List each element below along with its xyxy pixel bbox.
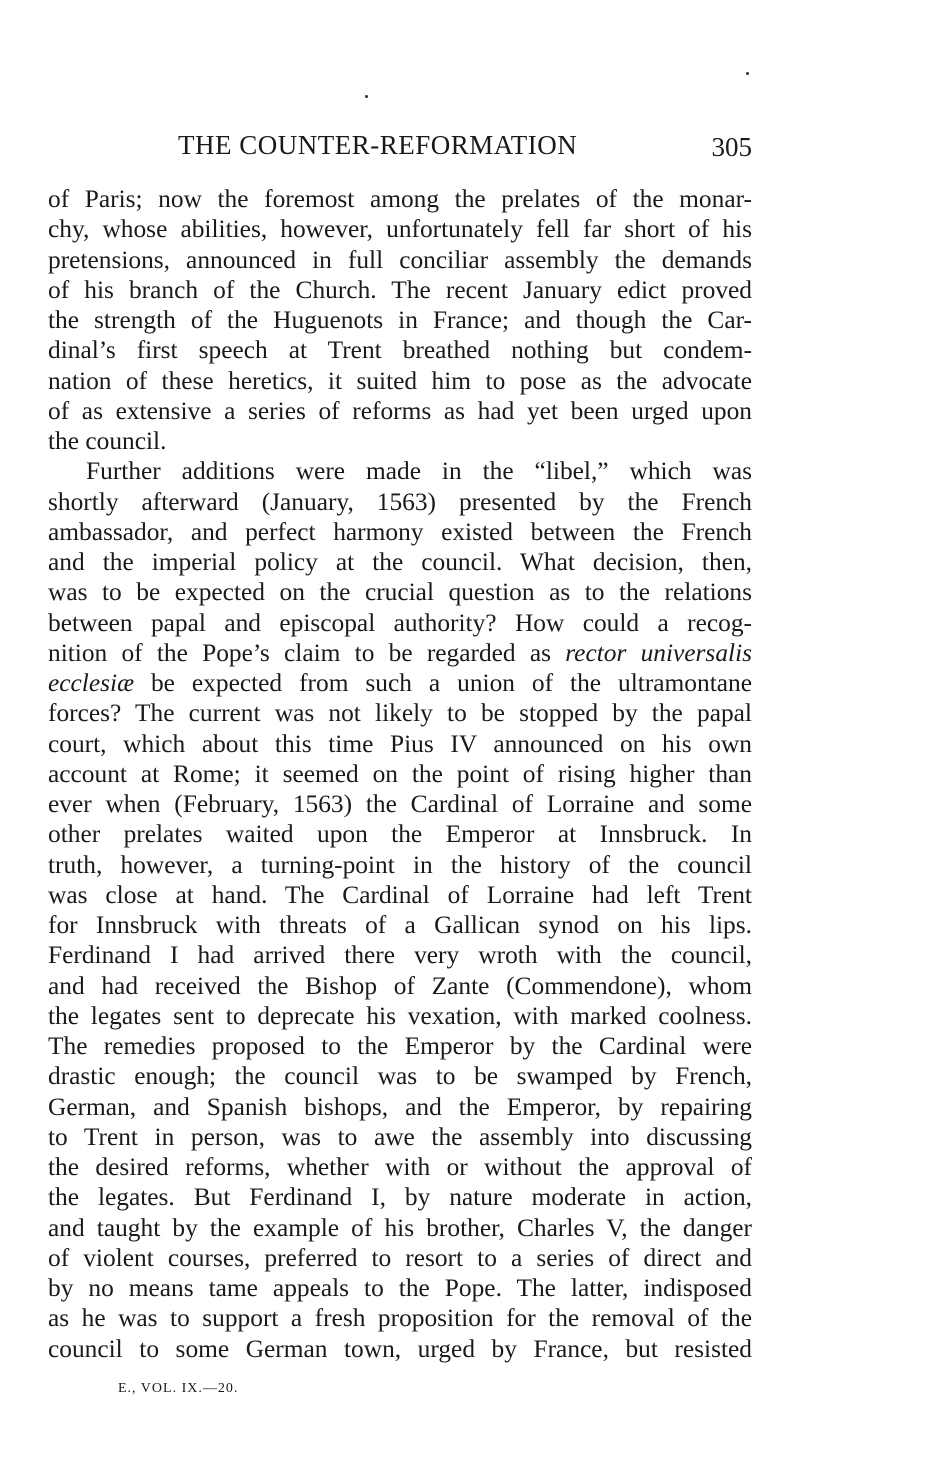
text-line: the desired reforms, whether with or without the approval of <box>48 1153 752 1181</box>
text-line: the strength of the Huguenots in France; and though the Car- <box>48 306 752 334</box>
italic-phrase: rector universalis <box>565 638 752 667</box>
running-head <box>48 130 760 170</box>
text-line: shortly afterward (January, 1563) presented by the French <box>48 487 752 516</box>
page-number: 305 <box>711 132 752 162</box>
text-line: the legates. But Ferdinand I, by nature moderate in action, <box>48 1183 752 1212</box>
text-line: between papal and episcopal authority? How could a recog- <box>48 608 752 637</box>
text-line: of as extensive a series of reforms as had yet been urged upon <box>48 396 752 425</box>
text-line: Ferdinand I had arrived there very wroth with the council, <box>48 941 752 970</box>
footer-signature: E., VOL. IX.—20. <box>118 1381 239 1396</box>
text-line: and taught by the example of his brother, Charles V, the danger <box>48 1213 752 1242</box>
text-line: the council. <box>48 427 167 455</box>
text-line <box>48 668 752 698</box>
text-line: truth, however, a turning-point in the history of the council <box>48 850 752 879</box>
text-line: nation of these heretics, it suited him to pose as the advocate <box>48 366 752 395</box>
text-line: The remedies proposed to the Emperor by the Cardinal were <box>48 1032 752 1060</box>
text-line: for Innsbruck with threats of a Gallican synod on his lips. <box>48 911 752 939</box>
text-line: by no means tame appeals to the Pope. The latter, indisposed <box>48 1274 752 1302</box>
text-line: court, which about this time Pius IV announced on his own <box>48 729 752 758</box>
text-line: of his branch of the Church. The recent January edict proved <box>48 275 752 304</box>
text-line: forces? The current was not likely to be stopped by the papal <box>48 699 752 728</box>
text-line: account at Rome; it seemed on the point of rising higher than <box>48 759 752 788</box>
text-line: Further additions were made in the “libel,” which was <box>86 457 752 486</box>
text-segment: be expected from such a union of the ultramontane <box>150 669 752 697</box>
text-line: as he was to support a fresh proposition for the removal of the <box>48 1304 752 1333</box>
text-segment: nition of the Pope’s claim to be regarded as <box>48 638 551 667</box>
text-line: and the imperial policy at the council. What decision, then, <box>48 548 752 576</box>
text-line: chy, whose abilities, however, unfortunately fell far short of his <box>48 215 752 244</box>
text-line: other prelates waited upon the Emperor at Innsbruck. In <box>48 820 752 849</box>
print-speck <box>746 72 749 75</box>
text-line: was to be expected on the crucial question as to the relations <box>48 578 752 607</box>
italic-phrase: ecclesiæ <box>48 669 135 697</box>
text-line <box>48 638 752 668</box>
text-line: ambassador, and perfect harmony existed between the French <box>48 517 752 546</box>
text-line: ever when (February, 1563) the Cardinal of Lorraine and some <box>48 790 752 818</box>
text-line: German, and Spanish bishops, and the Emperor, by repairing <box>48 1092 752 1121</box>
text-line: pretensions, announced in full conciliar assembly the demands <box>48 245 752 274</box>
text-line: of violent courses, preferred to resort to a series of direct and <box>48 1243 752 1272</box>
text-line: drastic enough; the council was to be swamped by French, <box>48 1062 752 1091</box>
print-speck <box>365 95 368 98</box>
text-line: the legates sent to deprecate his vexation, with marked coolness. <box>48 1001 752 1030</box>
text-line: to Trent in person, was to awe the assembly into discussing <box>48 1122 752 1151</box>
text-line: of Paris; now the foremost among the prelates of the monar- <box>48 185 752 213</box>
running-title: THE COUNTER-REFORMATION <box>178 130 578 160</box>
text-line: and had received the Bishop of Zante (Commendone), whom <box>48 971 752 1000</box>
body-text <box>48 184 752 1364</box>
text-line: was close at hand. The Cardinal of Lorraine had left Trent <box>48 880 752 909</box>
text-line: council to some German town, urged by France, but resisted <box>48 1334 752 1363</box>
text-line: dinal’s first speech at Trent breathed nothing but condem- <box>48 336 752 365</box>
